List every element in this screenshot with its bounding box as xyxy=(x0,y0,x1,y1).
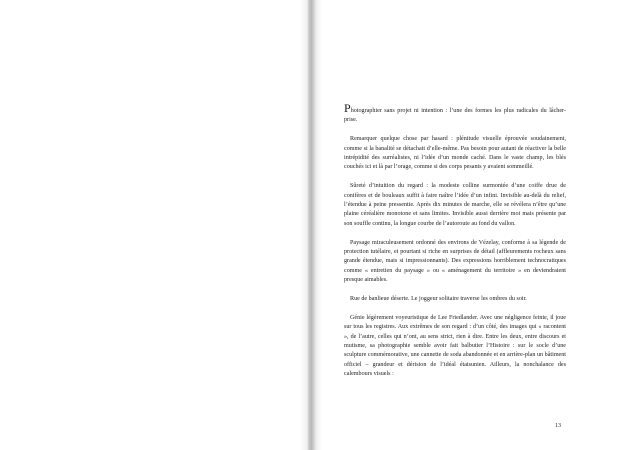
paragraph: Remarquer quelque chose par hasard : plénitude visuelle éprouvée soudainement, comme si la banalité se détachait d’elle-même. Pas besoin pour autant de réactiver la belle intrépidité des surréalistes, ni l’idée d’un monde caché. Dans le vaste champ, les blés couchés ici et là par l’orage, comme si des corps pesants y avaient sommeillé. xyxy=(344,136,566,171)
paragraph xyxy=(344,101,566,126)
paragraph-text: hotographier sans projet ni intention : l’une des formes les plus radicales du lâcher-prise. xyxy=(344,108,566,124)
paragraph: Paysage miraculeusement ordonné des environs de Vézelay, conforme à sa légende de protection tutélaire, et pourtant si riche en surprises de détail (affleurements rocheux sans grande étendue, mais si impressionnants). Des expressions horriblement technocratiques comme « entretien du paysage » ou « aménagement du territoire » en deviendraient presque aimables. xyxy=(344,239,566,284)
body-text xyxy=(344,101,566,380)
paragraph: Sûreté d’intuition du regard : la modeste colline surmontée d’une coiffe drue de conifères et de bouleaux suffit à faire naître l’idée d’un infini. Invisible au-delà du relief, l’étendue à peine pressentie. Après dix minutes de marche, elle se révélera n’être qu’une plaine céréalière monotone et sans limites. Invisible aussi derrière moi mais présente par son souffle continu, la longue courbe de l’autoroute au fond du vallon. xyxy=(344,183,566,227)
drop-cap: P xyxy=(344,101,351,115)
book-gutter xyxy=(300,0,322,450)
page-number: 13 xyxy=(555,423,561,429)
paragraph: Génie légèrement voyeuristique de Lee Friedlander. Avec une négligence feinte, il joue sur tous les registres. Aux extrêmes de son regard : d’un côté, des images qui « racontent », de l’autre, celles qui n’ont, au sens strict, rien à dire. Entre les deux, entre discours et mutisme, sa photographie semble avoir fait balbutier l’Histoire : sur le socle d’une sculpture commémorative, une cannette de soda abandonnée et en arrière-plan un bâtiment officiel – grandeur et dérision de l’idéal étatsunien. Ailleurs, la nonchalance des calembours visuels : xyxy=(344,314,566,378)
left-page xyxy=(0,0,308,450)
paragraph: Rue de banlieue déserte. Le joggeur solitaire traverse les ombres du soir. xyxy=(350,296,527,303)
